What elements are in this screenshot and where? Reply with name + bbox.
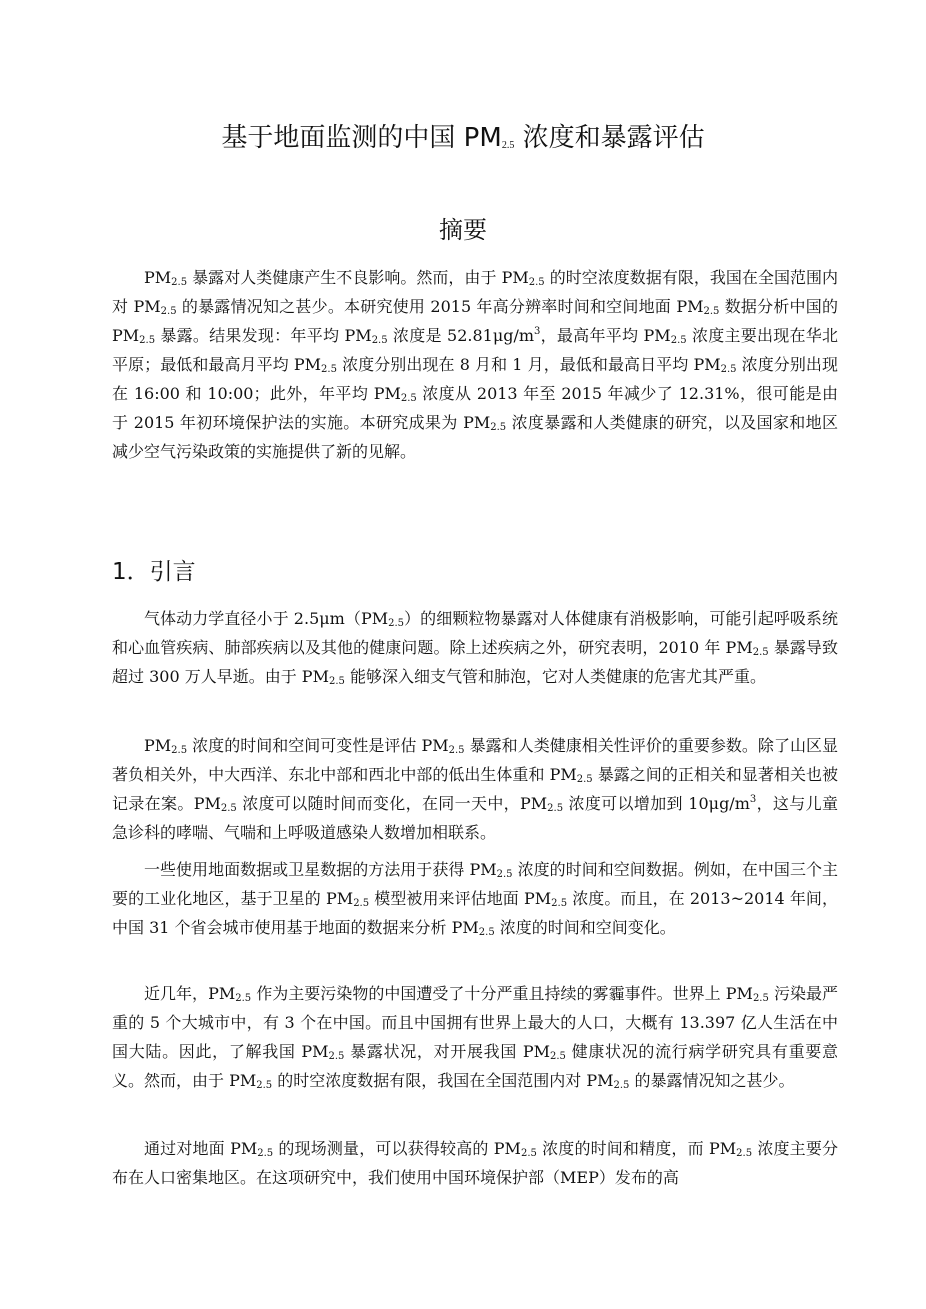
text-run: ，最高年平均 PM bbox=[540, 326, 671, 345]
text-run: 浓度分别出现在 16:00 和 10:00；此外，年平均 PM bbox=[112, 355, 838, 403]
text-run: 的暴露情况知之甚少。 bbox=[629, 1071, 795, 1090]
text-run: 浓度暴露和人类健康的研究，以及国家和地区减少空气污染政策的实施提供了新的见解。 bbox=[112, 413, 838, 461]
text-run: 浓度可以随时间而变化，在同一天中，PM bbox=[236, 794, 548, 813]
text-run: 浓度是 52.81μg/m bbox=[387, 326, 535, 345]
text-run: PM bbox=[144, 736, 172, 755]
text-run: 健康状况的流行病学研究具有重要意义。然而，由于 PM bbox=[112, 1042, 838, 1090]
text-run: 浓度可以增加到 10μg/m bbox=[563, 794, 750, 813]
subscript: 2.5 bbox=[160, 306, 177, 317]
text-run: 浓度。而且，在 2013~2014 年间，中国 31 个省会城市使用基于地面的数据来分析 PM bbox=[112, 889, 838, 937]
subscript: 2.5 bbox=[388, 618, 405, 629]
intro-paragraph-3 bbox=[112, 855, 838, 942]
text-run: 近几年，PM bbox=[144, 984, 236, 1003]
text-run: 浓度从 2013 年至 2015 年减少了 12.31%，很可能是由于 2015 年初环境保护法的实施。本研究成果为 PM bbox=[112, 384, 838, 432]
intro-paragraph-4 bbox=[112, 979, 838, 1095]
title-suffix: 浓度和暴露评估 bbox=[514, 123, 705, 153]
subscript: 2.5 bbox=[328, 1051, 345, 1062]
text-run: 暴露之间的正相关和显著相关也被记录在案。PM bbox=[112, 765, 838, 813]
title-subscript: 2.5 bbox=[501, 140, 515, 151]
text-run: 的现场测量，可以获得较高的 PM bbox=[273, 1139, 521, 1158]
text-run: 浓度的时间和空间可变性是评估 PM bbox=[187, 736, 449, 755]
subscript: 2.5 bbox=[736, 1148, 753, 1159]
subscript: 2.5 bbox=[139, 335, 156, 346]
text-run: 的暴露情况知之甚少。本研究使用 2015 年高分辨率时间和空间地面 PM bbox=[176, 297, 704, 316]
text-run: 暴露。结果发现：年平均 PM bbox=[155, 326, 372, 345]
text-run: 能够深入细支气管和肺泡，它对人类健康的危害尤其严重。 bbox=[344, 667, 766, 686]
subscript: 2.5 bbox=[528, 277, 545, 288]
text-run: PM bbox=[144, 268, 172, 287]
abstract-paragraph bbox=[112, 263, 838, 466]
subscript: 2.5 bbox=[670, 335, 687, 346]
text-run: 数据分析中国的 PM bbox=[112, 297, 838, 345]
superscript: 3 bbox=[749, 794, 757, 805]
subscript: 2.5 bbox=[256, 1080, 273, 1091]
text-run: 通过对地面 PM bbox=[144, 1139, 258, 1158]
text-run: 浓度的时间和精度，而 PM bbox=[536, 1139, 737, 1158]
text-run: 污染最严重的 5 个大城市中，有 3 个在中国。而且中国拥有世界上最大的人口，大概有 13.397 亿人生活在中国大陆。因此，了解我国 PM bbox=[112, 984, 838, 1061]
intro-paragraph-5 bbox=[112, 1134, 838, 1192]
subscript: 2.5 bbox=[448, 745, 465, 756]
text-run: 浓度的时间和空间变化。 bbox=[494, 918, 676, 937]
subscript: 2.5 bbox=[478, 927, 495, 938]
subscript: 2.5 bbox=[220, 803, 237, 814]
subscript: 2.5 bbox=[703, 306, 720, 317]
text-run: ）的细颗粒物暴露对人体健康有消极影响，可能引起呼吸系统和心血管疾病、肺部疾病以及其他的健康问题。除上述疾病之外，研究表明，2010 年 PM bbox=[112, 609, 838, 657]
text-run: 气体动力学直径小于 2.5μm（PM bbox=[144, 609, 389, 628]
text-run: 浓度分别出现在 8 月和 1 月，最低和最高日平均 PM bbox=[336, 355, 721, 374]
intro-paragraph-2 bbox=[112, 731, 838, 847]
text-run: 暴露导致超过 300 万人早逝。由于 PM bbox=[112, 638, 838, 686]
superscript: 3 bbox=[534, 326, 541, 337]
intro-paragraph-1 bbox=[112, 604, 838, 691]
subscript: 2.5 bbox=[576, 774, 593, 785]
subscript: 2.5 bbox=[321, 364, 337, 375]
subscript: 2.5 bbox=[520, 1148, 537, 1159]
subscript: 2.5 bbox=[371, 335, 388, 346]
paper-title bbox=[0, 118, 926, 158]
text-run: 的时空浓度数据有限，我国在全国范围内对 PM bbox=[272, 1071, 614, 1090]
section-heading-introduction: 1．引言 bbox=[112, 559, 196, 585]
text-run: 的时空浓度数据有限，我国在全国范围内对 PM bbox=[112, 268, 838, 316]
text-run: 作为主要污染物的中国遭受了十分严重且持续的雾霾事件。世界上 PM bbox=[251, 984, 753, 1003]
subscript: 2.5 bbox=[720, 364, 737, 375]
text-run: 浓度主要出现在华北平原；最低和最高月平均 PM bbox=[112, 326, 838, 374]
subscript: 2.5 bbox=[490, 422, 507, 433]
subscript: 2.5 bbox=[328, 676, 345, 687]
subscript: 2.5 bbox=[549, 1051, 566, 1062]
text-run: 暴露状况，对开展我国 PM bbox=[344, 1042, 550, 1061]
subscript: 2.5 bbox=[752, 647, 769, 658]
subscript: 2.5 bbox=[171, 745, 188, 756]
text-run: 一些使用地面数据或卫星数据的方法用于获得 PM bbox=[144, 860, 497, 879]
subscript: 2.5 bbox=[353, 898, 370, 909]
subscript: 2.5 bbox=[547, 803, 564, 814]
subscript: 2.5 bbox=[551, 898, 568, 909]
text-run: 浓度主要分布在人口密集地区。在这项研究中，我们使用中国环境保护部（MEP）发布的高 bbox=[112, 1139, 838, 1187]
subscript: 2.5 bbox=[257, 1148, 274, 1159]
text-run: 模型被用来评估地面 PM bbox=[369, 889, 552, 908]
subscript: 2.5 bbox=[613, 1080, 630, 1091]
subscript: 2.5 bbox=[235, 993, 252, 1004]
abstract-heading: 摘要 bbox=[439, 216, 487, 244]
text-run: 暴露和人类健康相关性评价的重要参数。除了山区显著负相关外，中大西洋、东北中部和西北中部的低出生体重和 PM bbox=[112, 736, 838, 784]
text-run: 暴露对人类健康产生不良影响。然而，由于 PM bbox=[187, 268, 529, 287]
subscript: 2.5 bbox=[400, 393, 417, 404]
text-run: ，这与儿童急诊科的哮喘、气喘和上呼吸道感染人数增加相联系。 bbox=[112, 794, 838, 842]
subscript: 2.5 bbox=[171, 277, 188, 288]
text-run: 浓度的时间和空间数据。例如，在中国三个主要的工业化地区，基于卫星的 PM bbox=[112, 860, 838, 908]
subscript: 2.5 bbox=[496, 869, 513, 880]
subscript: 2.5 bbox=[752, 993, 769, 1004]
title-prefix: 基于地面监测的中国 PM bbox=[221, 123, 502, 153]
